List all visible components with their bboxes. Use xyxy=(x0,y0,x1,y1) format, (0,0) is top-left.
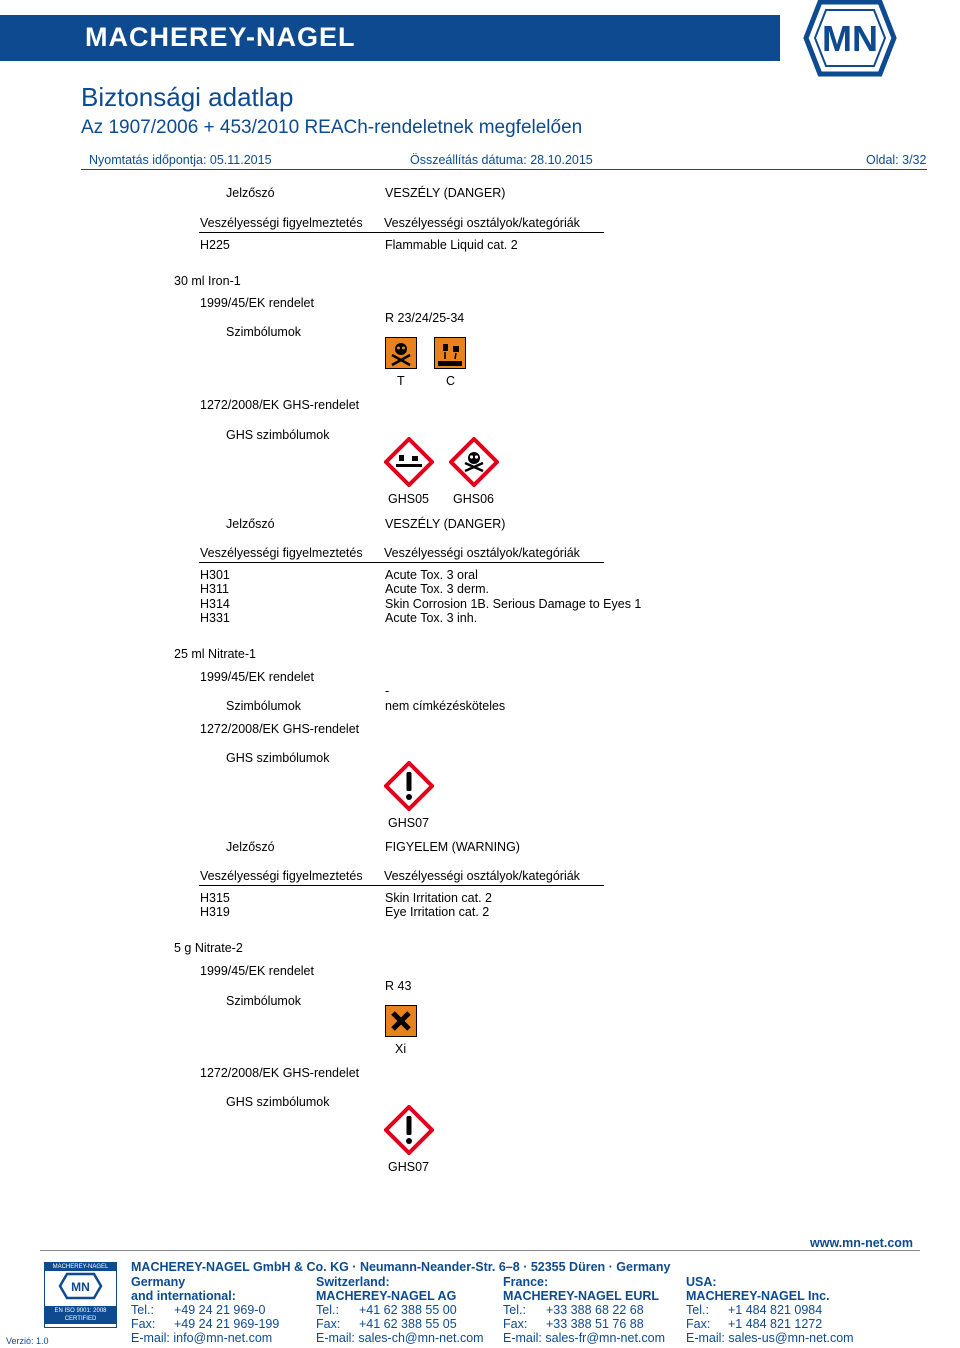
table-header-rule xyxy=(199,232,604,233)
contact-france-subheading: MACHEREY-NAGEL EURL xyxy=(503,1289,660,1303)
company-line: MACHEREY-NAGEL GmbH & Co. KG · Neumann-Neander-Str. 6–8 · 52355 Düren · Germany xyxy=(131,1260,671,1274)
france-email[interactable]: E-mail: sales-fr@mn-net.com xyxy=(503,1331,666,1345)
signal-word-label: Jelzőszó xyxy=(226,186,275,200)
ghs06-skull-icon xyxy=(449,437,499,487)
tel-label: Tel.: xyxy=(503,1303,526,1317)
not-labelled-text: nem címkézésköteles xyxy=(385,699,506,713)
directive-label: 1999/45/EK rendelet xyxy=(200,670,314,684)
ghs-code: GHS06 xyxy=(453,492,494,506)
section-title-nitrate-2: 5 g Nitrate-2 xyxy=(174,941,243,955)
hazard-class: Skin Irritation cat. 2 xyxy=(385,891,492,905)
contact-germany-subheading: and international: xyxy=(131,1289,236,1303)
hazard-class: Skin Corrosion 1B. Serious Damage to Eyes 1 xyxy=(385,597,642,611)
hazard-statement-header: Veszélyességi figyelmeztetés xyxy=(200,546,363,560)
dash-value: - xyxy=(385,684,390,698)
brand-name: MACHEREY-NAGEL xyxy=(85,22,356,52)
version: Verzió: 1.0 xyxy=(6,1336,49,1346)
ghs-symbols-label: GHS szimbólumok xyxy=(226,751,330,765)
mn-logo-icon xyxy=(780,0,920,80)
page-number: Oldal: 3/32 xyxy=(866,153,927,167)
ghs-code: GHS07 xyxy=(388,1160,429,1174)
header-rule xyxy=(81,169,927,170)
badge-top-text: MACHEREY-NAGEL xyxy=(45,1263,116,1271)
signal-word-value: VESZÉLY (DANGER) xyxy=(385,517,506,531)
tel-label: Tel.: xyxy=(131,1303,154,1317)
ghs05-corrosion-icon xyxy=(384,437,434,487)
ghs-symbols-label: GHS szimbólumok xyxy=(226,1095,330,1109)
hazard-class: Flammable Liquid cat. 2 xyxy=(385,238,518,252)
document-title: Biztonsági adatlap xyxy=(81,82,294,112)
document-subtitle: Az 1907/2006 + 453/2010 REACh-rendeletnek megfelelően xyxy=(81,117,583,138)
print-date: Nyomtatás időpontja: 05.11.2015 xyxy=(89,153,272,167)
france-tel: +33 388 68 22 68 xyxy=(546,1303,644,1317)
hazard-class: Eye Irritation cat. 2 xyxy=(385,905,490,919)
switzerland-email[interactable]: E-mail: sales-ch@mn-net.com xyxy=(316,1331,484,1345)
switzerland-fax: +41 62 388 55 05 xyxy=(359,1317,457,1331)
tel-label: Tel.: xyxy=(316,1303,339,1317)
usa-email[interactable]: E-mail: sales-us@mn-net.com xyxy=(686,1331,854,1345)
hazard-code: H301 xyxy=(200,568,230,582)
germany-email[interactable]: E-mail: info@mn-net.com xyxy=(131,1331,273,1345)
symbol-letter: T xyxy=(397,374,405,388)
contact-switzerland-subheading: MACHEREY-NAGEL AG xyxy=(316,1289,457,1303)
symbol-letter: Xi xyxy=(395,1042,407,1056)
symbols-label: Szimbólumok xyxy=(226,325,302,339)
ghs-symbols-label: GHS szimbólumok xyxy=(226,428,330,442)
usa-tel: +1 484 821 0984 xyxy=(728,1303,823,1317)
contact-germany-heading: Germany xyxy=(131,1275,186,1289)
section-title-iron-1: 30 ml Iron-1 xyxy=(174,274,241,288)
ghs-code: GHS05 xyxy=(388,492,429,506)
hazard-statement-header: Veszélyességi figyelmeztetés xyxy=(200,216,363,230)
iso-certified-badge xyxy=(44,1262,117,1328)
fax-label: Fax: xyxy=(316,1317,341,1331)
hazard-code: H311 xyxy=(200,582,229,596)
signal-word-label: Jelzőszó xyxy=(226,840,275,854)
tel-label: Tel.: xyxy=(686,1303,709,1317)
r-phrases: R 43 xyxy=(385,979,412,993)
signal-word-label: Jelzőszó xyxy=(226,517,275,531)
france-fax: +33 388 51 76 88 xyxy=(546,1317,644,1331)
ghs-regulation-label: 1272/2008/EK GHS-rendelet xyxy=(200,1066,360,1080)
fax-label: Fax: xyxy=(686,1317,711,1331)
signal-word-value: FIGYELEM (WARNING) xyxy=(385,840,520,854)
hazard-code: H319 xyxy=(200,905,230,919)
corrosive-symbol-icon xyxy=(434,337,466,369)
ghs-regulation-label: 1272/2008/EK GHS-rendelet xyxy=(200,722,360,736)
toxic-symbol-icon xyxy=(385,337,417,369)
logo-text: MN xyxy=(822,18,878,59)
table-header-rule xyxy=(199,562,604,563)
germany-fax: +49 24 21 969-199 xyxy=(174,1317,280,1331)
hazard-statement-header: Veszélyességi figyelmeztetés xyxy=(200,869,363,883)
ghs-regulation-label: 1272/2008/EK GHS-rendelet xyxy=(200,398,360,412)
symbols-label: Szimbólumok xyxy=(226,994,302,1008)
contact-usa-heading: USA: xyxy=(686,1275,717,1289)
directive-label: 1999/45/EK rendelet xyxy=(200,964,314,978)
hazard-class-header: Veszélyességi osztályok/kategóriák xyxy=(384,216,580,230)
hazard-code: H314 xyxy=(200,597,230,611)
badge-line-2: CERTIFIED xyxy=(64,1316,97,1322)
symbol-letter: C xyxy=(446,374,456,388)
hazard-code: H331 xyxy=(200,611,230,625)
r-phrases: R 23/24/25-34 xyxy=(385,311,465,325)
hazard-code: H315 xyxy=(200,891,230,905)
hazard-class-header: Veszélyességi osztályok/kategóriák xyxy=(384,546,580,560)
contact-switzerland-heading: Switzerland: xyxy=(316,1275,390,1289)
usa-fax: +1 484 821 1272 xyxy=(728,1317,823,1331)
compile-date: Összeállítás dátuma: 28.10.2015 xyxy=(410,153,593,167)
website: www.mn-net.com xyxy=(810,1236,914,1250)
hazard-code: H225 xyxy=(200,238,230,252)
hazard-class-header: Veszélyességi osztályok/kategóriák xyxy=(384,869,580,883)
table-header-rule xyxy=(199,885,604,886)
ghs07-exclamation-icon xyxy=(384,761,434,811)
fax-label: Fax: xyxy=(131,1317,156,1331)
hazard-class: Acute Tox. 3 oral xyxy=(385,568,478,582)
irritant-symbol-icon xyxy=(385,1005,417,1037)
signal-word-value: VESZÉLY (DANGER) xyxy=(385,186,506,200)
contact-france-heading: France: xyxy=(503,1275,549,1289)
hazard-class: Acute Tox. 3 inh. xyxy=(385,611,478,625)
fax-label: Fax: xyxy=(503,1317,528,1331)
section-title-nitrate-1: 25 ml Nitrate-1 xyxy=(174,647,256,661)
badge-logo-text: MN xyxy=(71,1280,90,1294)
ghs07-exclamation-icon xyxy=(384,1105,434,1155)
hazard-class: Acute Tox. 3 derm. xyxy=(385,582,489,596)
symbols-label: Szimbólumok xyxy=(226,699,302,713)
directive-label: 1999/45/EK rendelet xyxy=(200,296,314,310)
switzerland-tel: +41 62 388 55 00 xyxy=(359,1303,457,1317)
footer-rule xyxy=(40,1250,920,1251)
germany-tel: +49 24 21 969-0 xyxy=(174,1303,266,1317)
badge-line-1: EN ISO 9001: 2008 xyxy=(54,1308,107,1314)
mn-badge-logo-icon xyxy=(45,1271,116,1301)
ghs-code: GHS07 xyxy=(388,816,429,830)
contact-usa-subheading: MACHEREY-NAGEL Inc. xyxy=(686,1289,830,1303)
